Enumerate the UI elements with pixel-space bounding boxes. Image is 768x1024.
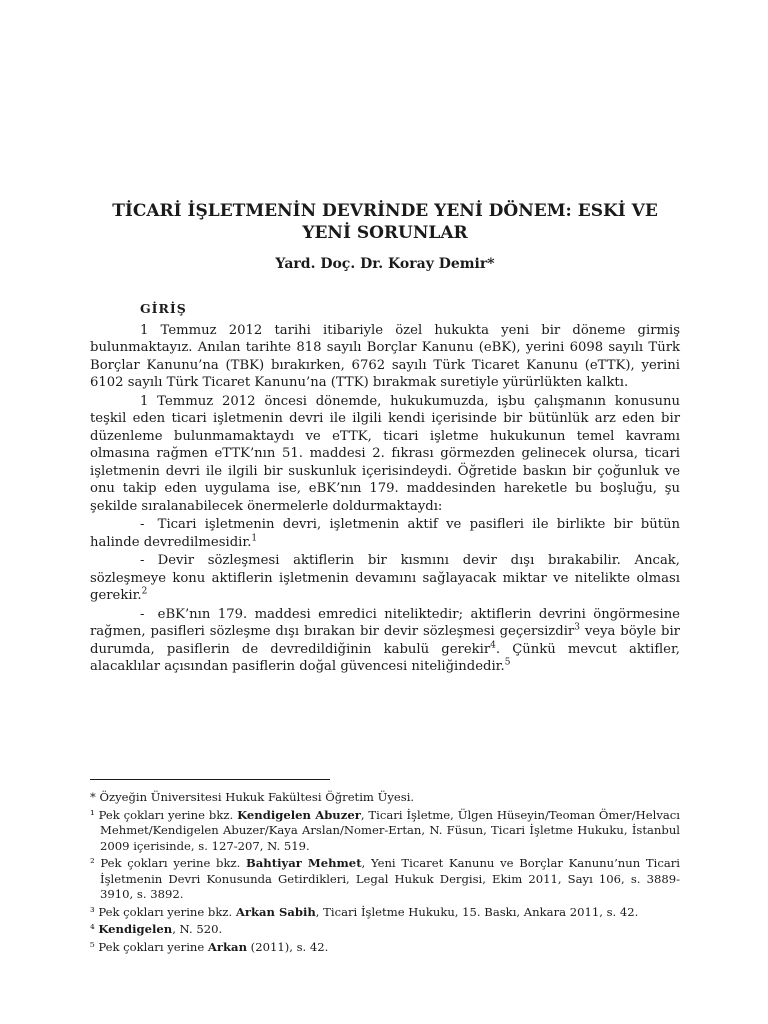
bullet-text: - Devir sözleşmesi aktiflerin bir kısmını devir dışı bırakabilir. Ancak, sözleşmeye konu aktiflerin işletmenin devamını sağlayacak miktar ve nitelikte olması gerekir. xyxy=(90,553,680,603)
author-name: Yard. Doç. Dr. Koray Demir* xyxy=(275,256,495,272)
footnote-text: , Ticari İşletme, Ülgen Hüseyin/Teoman Ömer/Helvacı Mehmet/Kendigelen Abuzer/Kaya Arslan/Nomer-Ertan, N. Füsun, Ticari İşletme Hukuku, İstanbul 2009 içerisinde, s. 127-207, N. 519. xyxy=(100,807,681,853)
footnote-ref[interactable]: 2 xyxy=(141,586,148,597)
cited-author: Kendigelen xyxy=(98,922,173,936)
footnote-star: * Özyeğin Üniversitesi Hukuk Fakültesi Öğretim Üyesi. xyxy=(90,790,415,804)
footnote-4 xyxy=(90,922,680,938)
footnote-ref[interactable]: 5 xyxy=(504,657,511,668)
footnote-text: , Yeni Ticaret Kanunu ve Borçlar Kanunu’nun Ticari İşletmenin Devri Konusunda Getirdikleri, Legal Hukuk Dergisi, Ekim 2011, Sayı 106, s. 3889-3910, s. 3892. xyxy=(100,856,680,901)
footnote-text: (2011), s. 42. xyxy=(247,939,329,954)
bullet-text: veya böyle bir durumda, pasiflerin de devredildiğinin kabulü gerekir xyxy=(90,624,680,657)
body-text xyxy=(90,300,680,677)
footnote-3 xyxy=(90,905,680,921)
bullet-text: - Ticari işletmenin devri, işletmenin aktif ve pasifleri ile birlikte bir bütün halinde devredilmesidir. xyxy=(90,517,680,550)
bullet-item-2 xyxy=(90,552,680,605)
footnote-ref[interactable]: 4 xyxy=(490,640,496,651)
cited-author: Kendigelen Abuzer xyxy=(237,807,361,822)
section-heading: GİRİŞ xyxy=(140,301,187,316)
bullet-text: - eBK’nın 179. maddesi emredici niteliktedir; aktiflerin devrini öngörmesine rağmen, pasifleri sözleşme dışı bırakan bir devir sözleşmesi geçersizdir xyxy=(90,606,680,639)
footnote-ref[interactable]: 1 xyxy=(251,533,258,544)
footnote-text: , N. 520. xyxy=(172,922,223,936)
title-line-2: YENİ SORUNLAR xyxy=(302,223,468,243)
bullet-item-1 xyxy=(90,516,680,551)
footnote-ref[interactable]: 3 xyxy=(574,622,580,633)
footnote-text: , Ticari İşletme Hukuku, 15. Baskı, Ankara 2011, s. 42. xyxy=(315,904,639,919)
footnote-text: ⁵ Pek çokları yerine xyxy=(90,939,208,954)
footnote-text: ² Pek çokları yerine bkz. xyxy=(90,856,246,870)
footnote-text: ³ Pek çokları yerine bkz. xyxy=(90,904,236,919)
cited-author: Bahtiyar Mehmet xyxy=(245,856,362,870)
cited-author: Arkan Sabih xyxy=(235,904,316,919)
footnote-2 xyxy=(90,856,680,903)
bullet-item-3 xyxy=(90,606,680,676)
paragraph-2: 1 Temmuz 2012 öncesi dönemde, hukukumuzda, işbu çalışmanın konusunu teşkil eden ticari işletmenin devri ile ilgili kendi içerisinde bir bütünlük arz eden bir düzenleme bulunmamaktaydı ve eTTK, ticari işletme hukukunun temel kavramı olmasına rağmen eTTK’nın 51. maddesi 2. fıkrası görmezden gelinecek olursa, ticari işletmenin devri ile ilgili bir suskunluk içerisindeydi. Öğretide baskın bir çoğunluk ve onu takip eden uygulama ise, eBK’nın 179. maddesinden hareketle bu boşluğu, şu şekilde sıralanabilecek önermelerle doldurmaktaydı: xyxy=(90,393,680,514)
footnote-text: ⁴ xyxy=(90,922,99,936)
bullet-text: . Çünkü mevcut aktifler, alacaklılar açısından pasiflerin doğal güvencesi niteliğindedir. xyxy=(90,641,680,674)
title-line-1: TİCARİ İŞLETMENİN DEVRİNDE YENİ DÖNEM: ESKİ VE xyxy=(112,201,658,221)
footnote-1 xyxy=(90,808,680,855)
cited-author: Arkan xyxy=(207,939,247,954)
article-title xyxy=(90,200,680,244)
paragraph-1: 1 Temmuz 2012 tarihi itibariyle özel hukukta yeni bir döneme girmiş bulunmaktayız. Anılan tarihte 818 sayılı Borçlar Kanunu (eBK), yerini 6098 sayılı Türk Borçlar Kanunu’na (TBK) bırakırken, 6762 sayılı Türk Ticaret Kanunu (eTTK), yerini 6102 sayılı Türk Ticaret Kanunu’na (TTK) bırakmak suretiyle yürürlükten kalktı. xyxy=(90,322,680,390)
footnotes xyxy=(90,790,680,957)
footnote-5 xyxy=(90,940,680,956)
footnote-text: ¹ Pek çokları yerine bkz. xyxy=(90,807,238,822)
footnote-divider xyxy=(90,779,330,780)
